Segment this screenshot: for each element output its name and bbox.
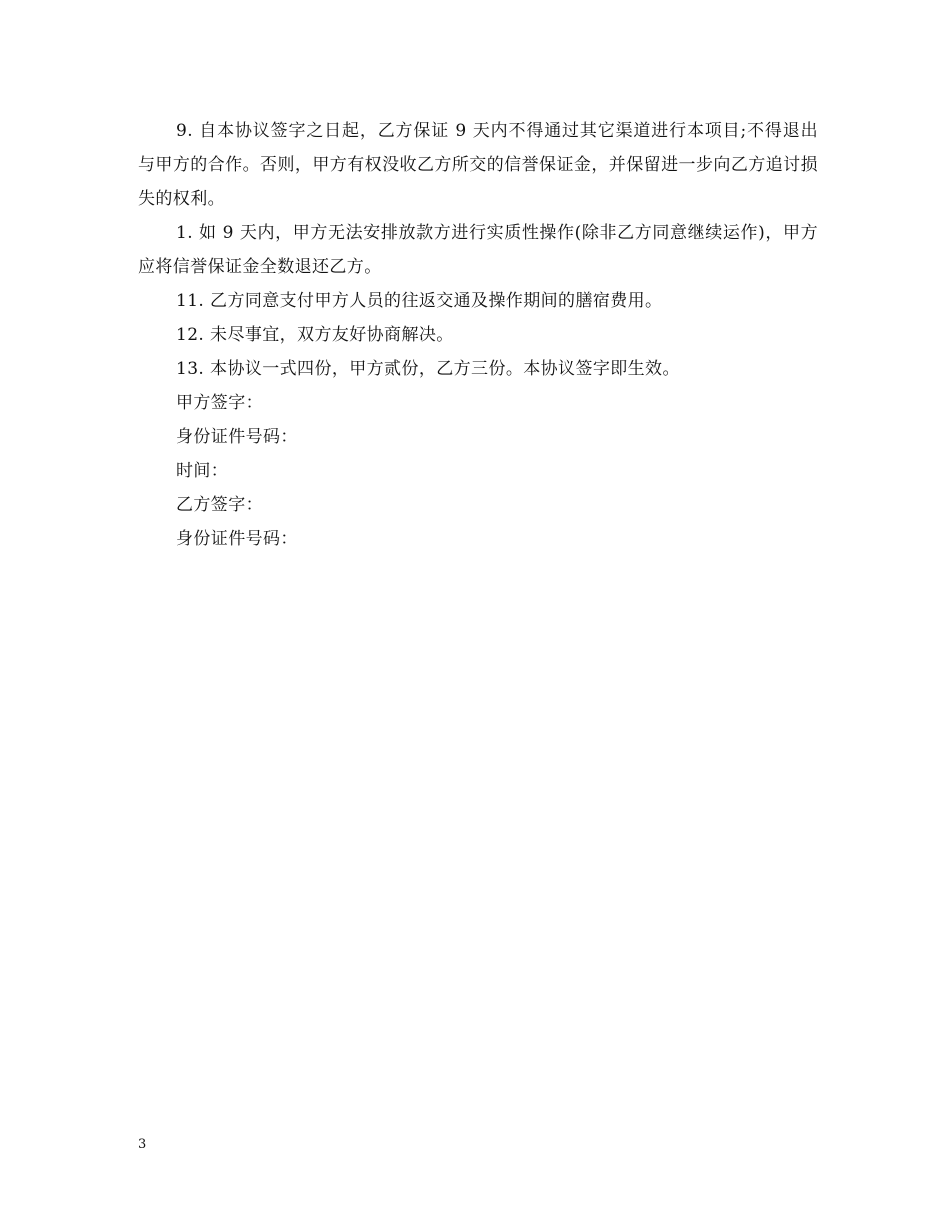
party-b-id-number-label: 身份证件号码： [176,529,298,549]
date-label: 时间： [176,461,229,481]
party-a-signature-label: 甲方签字： [176,393,263,413]
clause-13: 13. 本协议一式四份，甲方贰份，乙方三份。本协议签字即生效。 [176,359,680,379]
party-b-signature-label: 乙方签字： [176,495,263,515]
clause-10: 1. 如 9 天内，甲方无法安排放款方进行实质性操作(除非乙方同意继续运作)，甲方应将信誉保证金全数退还乙方。 [138,223,818,277]
clause-9: 9. 自本协议签字之日起，乙方保证 9 天内不得通过其它渠道进行本项目;不得退出与甲方的合作。否则，甲方有权没收乙方所交的信誉保证金，并保留进一步向乙方追讨损失的权利。 [138,121,818,209]
clause-12: 12. 未尽事宜，双方友好协商解决。 [176,325,454,345]
party-a-id-number-label: 身份证件号码： [176,427,298,447]
page-number: 3 [138,1137,147,1152]
clause-11: 11. 乙方同意支付甲方人员的往返交通及操作期间的膳宿费用。 [176,291,663,311]
document-body [138,114,818,556]
